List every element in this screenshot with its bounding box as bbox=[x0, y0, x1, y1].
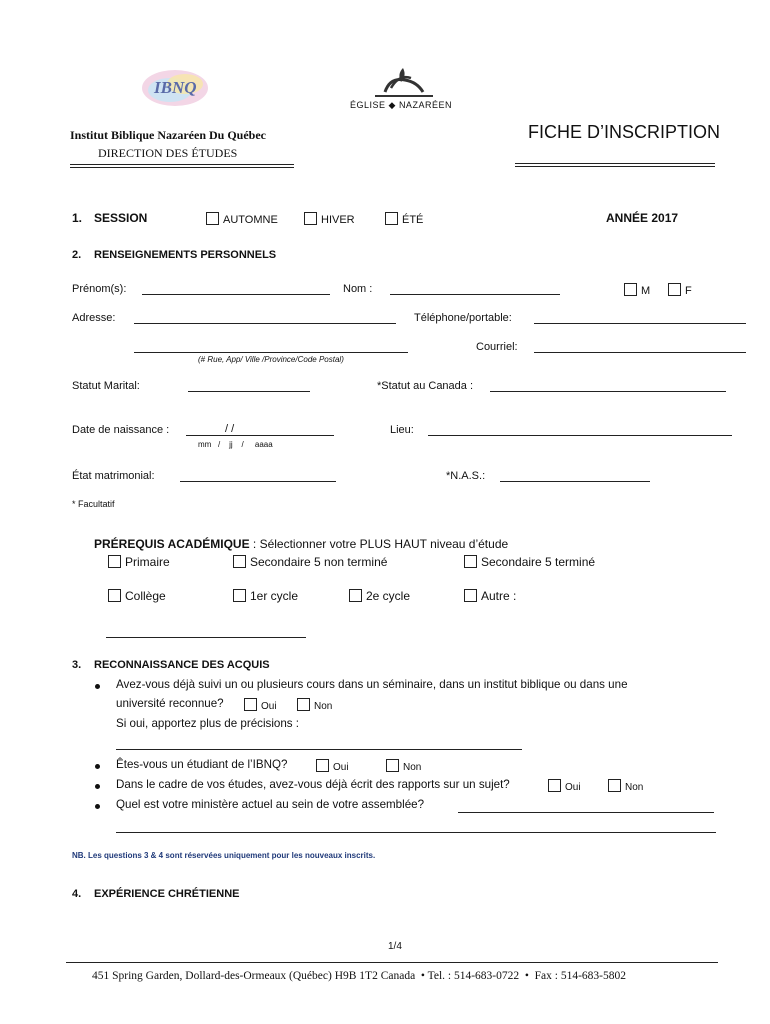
prereq-sec5-non[interactable] bbox=[233, 555, 387, 569]
bullet bbox=[95, 784, 100, 789]
option-automne[interactable] bbox=[206, 212, 278, 226]
sex-f-label: F bbox=[685, 285, 692, 297]
prereq-2e-cycle[interactable] bbox=[349, 589, 410, 603]
section4-number: 4. bbox=[72, 888, 82, 900]
1er-cycle-label: 1er cycle bbox=[250, 589, 299, 603]
prerequis-heading bbox=[94, 537, 508, 551]
q2-oui-checkbox[interactable] bbox=[316, 759, 329, 772]
date-slashes: / / bbox=[225, 423, 235, 435]
header-right-rule-2 bbox=[515, 166, 715, 167]
header-left-rule bbox=[70, 164, 294, 165]
nas-label: *N.A.S.: bbox=[446, 470, 486, 482]
q2-oui-label: Oui bbox=[333, 762, 349, 773]
q4-field-2[interactable] bbox=[116, 832, 716, 833]
q2-non-label: Non bbox=[403, 762, 422, 773]
statut-marital-label: Statut Marital: bbox=[72, 380, 140, 392]
section3-number: 3. bbox=[72, 659, 82, 671]
sec5-non-label: Secondaire 5 non terminé bbox=[250, 555, 388, 569]
1er-cycle-checkbox[interactable] bbox=[233, 589, 246, 602]
section1-number: 1. bbox=[72, 211, 83, 225]
q3-oui[interactable] bbox=[548, 779, 581, 793]
hiver-checkbox[interactable] bbox=[304, 212, 317, 225]
adresse-label: Adresse: bbox=[72, 312, 116, 324]
q1-details: Si oui, apportez plus de précisions : bbox=[116, 717, 300, 730]
date-naissance-field[interactable] bbox=[186, 435, 334, 436]
prereq-primaire[interactable] bbox=[108, 555, 170, 569]
hiver-label: HIVER bbox=[321, 214, 355, 226]
q3-non-checkbox[interactable] bbox=[608, 779, 621, 792]
q1-line2: université reconnue? bbox=[116, 697, 224, 710]
q1-non-label: Non bbox=[314, 701, 333, 712]
footer-rule bbox=[66, 962, 718, 963]
q3-text: Dans le cadre de vos études, avez-vous déjà écrit des rapports sur un sujet? bbox=[116, 778, 510, 791]
facultatif-note: * Facultatif bbox=[72, 499, 115, 509]
section2-title: RENSEIGNEMENTS PERSONNELS bbox=[94, 249, 277, 261]
sec5-non-checkbox[interactable] bbox=[233, 555, 246, 568]
ibnq-logo-text: IBNQ bbox=[154, 78, 197, 97]
sex-f[interactable] bbox=[668, 283, 692, 297]
prereq-autre[interactable] bbox=[464, 589, 516, 603]
year-label: ANNÉE 2017 bbox=[606, 211, 679, 225]
q1-details-field[interactable] bbox=[116, 749, 522, 750]
telephone-label: Téléphone/portable: bbox=[414, 312, 512, 324]
sex-m[interactable] bbox=[624, 283, 650, 297]
q2-non-checkbox[interactable] bbox=[386, 759, 399, 772]
nazarene-logo bbox=[350, 62, 455, 114]
footer-address: 451 Spring Garden, Dollard-des-Ormeaux (Québec) H9B 1T2 Canada • Tel. : 514-683-0722 • Fax : 514-683-5802 bbox=[92, 970, 627, 982]
sec5-label: Secondaire 5 terminé bbox=[481, 555, 596, 569]
section1-title: SESSION bbox=[94, 211, 148, 225]
q1-oui-checkbox[interactable] bbox=[244, 698, 257, 711]
prenom-field[interactable] bbox=[142, 294, 330, 295]
institute-name: Institut Biblique Nazaréen Du Québec bbox=[70, 128, 267, 142]
prereq-college[interactable] bbox=[108, 589, 166, 603]
automne-label: AUTOMNE bbox=[223, 214, 278, 226]
telephone-field[interactable] bbox=[534, 323, 746, 324]
college-checkbox[interactable] bbox=[108, 589, 121, 602]
q2-text: Êtes-vous un étudiant de l’IBNQ? bbox=[116, 758, 288, 771]
department-name: DIRECTION DES ÉTUDES bbox=[98, 146, 238, 160]
option-ete[interactable] bbox=[385, 212, 423, 226]
nom-field[interactable] bbox=[390, 294, 560, 295]
autre-field[interactable] bbox=[106, 637, 306, 638]
form-title: FICHE D’INSCRIPTION bbox=[528, 122, 721, 142]
section4-title: EXPÉRIENCE CHRÉTIENNE bbox=[94, 888, 240, 900]
ete-checkbox[interactable] bbox=[385, 212, 398, 225]
sex-f-checkbox[interactable] bbox=[668, 283, 681, 296]
sex-m-checkbox[interactable] bbox=[624, 283, 637, 296]
autre-checkbox[interactable] bbox=[464, 589, 477, 602]
section3-title: RECONNAISSANCE DES ACQUIS bbox=[94, 659, 270, 671]
prenom-label: Prénom(s): bbox=[72, 283, 127, 295]
nom-label: Nom : bbox=[343, 283, 373, 295]
nazarene-logo-text: ÉGLISE ◆ NAZARÉEN bbox=[350, 100, 452, 110]
adresse-field-2[interactable] bbox=[134, 352, 408, 353]
statut-canada-label: *Statut au Canada : bbox=[377, 380, 474, 392]
header-left-rule-2 bbox=[70, 167, 294, 168]
ete-label: ÉTÉ bbox=[402, 214, 424, 226]
prereq-sec5[interactable] bbox=[464, 555, 595, 569]
bullet bbox=[95, 764, 100, 769]
primaire-checkbox[interactable] bbox=[108, 555, 121, 568]
prerequis-title: PRÉREQUIS ACADÉMIQUE bbox=[94, 537, 250, 551]
q1-line1: Avez-vous déjà suivi un ou plusieurs cours dans un séminaire, dans un institut biblique ou dans une bbox=[116, 678, 628, 691]
bullet bbox=[95, 684, 100, 689]
q3-oui-label: Oui bbox=[565, 782, 581, 793]
etat-matrimonial-label: État matrimonial: bbox=[72, 470, 155, 482]
prereq-1er-cycle[interactable] bbox=[233, 589, 298, 603]
q2-non[interactable] bbox=[386, 759, 421, 773]
q4-text: Quel est votre ministère actuel au sein de votre assemblée? bbox=[116, 798, 425, 811]
automne-checkbox[interactable] bbox=[206, 212, 219, 225]
q3-oui-checkbox[interactable] bbox=[548, 779, 561, 792]
q1-non[interactable] bbox=[297, 698, 332, 712]
q3-non-label: Non bbox=[625, 782, 644, 793]
q1-oui[interactable] bbox=[244, 698, 277, 712]
2e-cycle-checkbox[interactable] bbox=[349, 589, 362, 602]
prerequis-subtitle: : Sélectionner votre PLUS HAUT niveau d’étude bbox=[249, 537, 509, 551]
address-hint: (# Rue, App/ Ville /Province/Code Postal) bbox=[198, 355, 344, 364]
q3-non[interactable] bbox=[608, 779, 643, 793]
option-hiver[interactable] bbox=[304, 212, 355, 226]
date-naissance-label: Date de naissance : bbox=[72, 424, 170, 436]
adresse-field[interactable] bbox=[134, 323, 396, 324]
q1-oui-label: Oui bbox=[261, 701, 277, 712]
q4-field[interactable] bbox=[458, 812, 714, 813]
date-hint: mm / jj / aaaa bbox=[198, 440, 273, 449]
statut-marital-field[interactable] bbox=[188, 391, 310, 392]
sex-m-label: M bbox=[641, 285, 651, 297]
q2-oui[interactable] bbox=[316, 759, 349, 773]
etat-matrimonial-field[interactable] bbox=[180, 481, 336, 482]
courriel-label: Courriel: bbox=[476, 341, 518, 353]
sec5-checkbox[interactable] bbox=[464, 555, 477, 568]
statut-canada-field[interactable] bbox=[490, 391, 726, 392]
primaire-label: Primaire bbox=[125, 555, 170, 569]
courriel-field[interactable] bbox=[534, 352, 746, 353]
section2-number: 2. bbox=[72, 249, 82, 261]
2e-cycle-label: 2e cycle bbox=[366, 589, 411, 603]
nas-field[interactable] bbox=[500, 481, 650, 482]
ibnq-logo bbox=[140, 68, 210, 108]
lieu-field[interactable] bbox=[428, 435, 732, 436]
questions-note: NB. Les questions 3 & 4 sont réservées uniquement pour les nouveaux inscrits. bbox=[72, 851, 376, 860]
header-right-rule bbox=[515, 163, 715, 164]
page-number: 1/4 bbox=[388, 941, 402, 952]
lieu-label: Lieu: bbox=[390, 424, 414, 436]
autre-label: Autre : bbox=[481, 589, 517, 603]
q1-non-checkbox[interactable] bbox=[297, 698, 310, 711]
flame-cross-icon bbox=[355, 62, 455, 102]
college-label: Collège bbox=[125, 589, 166, 603]
bullet bbox=[95, 804, 100, 809]
